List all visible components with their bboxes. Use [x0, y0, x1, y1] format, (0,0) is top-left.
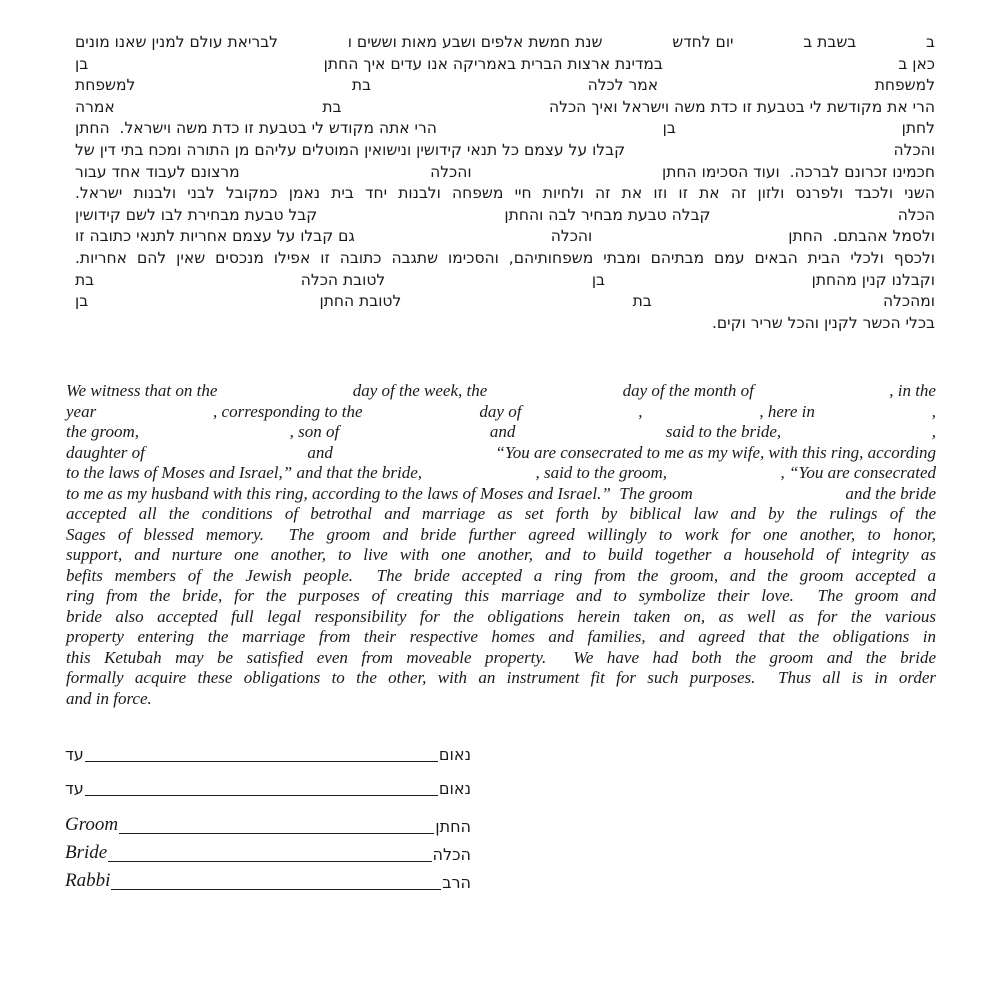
english-line [66, 607, 936, 628]
english-text-segment: year [66, 401, 97, 421]
english-line [66, 402, 936, 423]
english-text-segment: , in the [889, 381, 936, 400]
hebrew-line [75, 97, 935, 119]
english-line [66, 689, 936, 710]
hebrew-text-segment: בת [75, 270, 95, 289]
hebrew-text-segment: והכלה [550, 227, 593, 246]
witness-1-signature-row-blank-line [85, 760, 438, 762]
hebrew-line [75, 226, 935, 248]
english-text-segment: day of the week, the [352, 381, 488, 400]
english-text-segment: support, and nurture one another, to live with one another, and to build together a household of integrity as [66, 545, 936, 564]
english-text-segment: to the laws of Moses and Israel,” and that the bride, [66, 463, 423, 482]
rabbi-signature-row [65, 868, 471, 894]
hebrew-line [75, 162, 935, 184]
hebrew-text-segment: ולסמל אהבתם. החתן [788, 227, 935, 246]
bride-signature-row [65, 840, 471, 866]
english-text-segment: said to the bride, [665, 422, 782, 441]
english-text-segment: befits members of the Jewish people. The bride accepted a ring from the groom, and the groom accepted a [66, 565, 936, 585]
english-text-segment: , [638, 401, 643, 421]
english-line [66, 422, 936, 443]
signature-block [65, 744, 471, 896]
hebrew-text-segment: לטובת הכלה [300, 270, 386, 289]
english-text-segment: and in force. [66, 688, 152, 708]
bride-signature-row-blank-line [108, 860, 431, 862]
english-text-segment: , said to the groom, [535, 463, 668, 482]
hebrew-text-segment: בן [75, 292, 89, 311]
hebrew-line [75, 183, 935, 205]
english-text-segment: the groom, [66, 422, 140, 441]
hebrew-text-segment: במדינת ארצות הברית באמריקה אנו עדים איך החתן [323, 54, 663, 73]
english-text-segment: , [931, 422, 936, 441]
english-text-segment: , son of [289, 422, 340, 441]
hebrew-text-segment: בת [351, 76, 372, 95]
hebrew-text-segment: וקבלנו קנין מהחתן [811, 270, 935, 289]
english-line [66, 627, 936, 648]
hebrew-text-segment: ב [926, 33, 935, 51]
rabbi-signature-row-left-label: Rabbi [65, 870, 111, 891]
hebrew-text-segment: בת [322, 97, 342, 116]
groom-signature-row-left-label: Groom [65, 814, 119, 835]
hebrew-text-segment: קבל טבעת מבחירת לבו לשם קידושין [75, 205, 318, 224]
hebrew-text-block [75, 32, 935, 334]
english-text-segment: day of [479, 401, 522, 421]
hebrew-text-segment: קבלו על עצמם כל תנאי קידושין ונישואין המוטלים עליהם מן התורה ומכח בתי דין של [75, 140, 626, 159]
hebrew-text-segment: שנת חמשת אלפים ושבע מאות וששים ו [347, 33, 603, 51]
hebrew-text-segment: הרי את מקודשת לי בטבעת זו כדת משה וישראל ואיך הכלה [549, 97, 935, 116]
hebrew-text-segment: בשבת ב [803, 33, 857, 51]
hebrew-text-segment: לטובת החתן [319, 292, 402, 311]
english-line [66, 566, 936, 587]
hebrew-line [75, 313, 935, 335]
hebrew-text-segment: לבריאת עולם למנין שאנו מונים [75, 33, 278, 51]
groom-signature-row-right-label: החתן [435, 817, 471, 836]
english-line [66, 463, 936, 484]
hebrew-text-segment: הרי אתה מקודש לי בטבעת זו כדת משה וישראל. החתן [75, 119, 437, 138]
english-text-segment: “You are consecrated to me as my wife, with this ring, according [495, 442, 936, 462]
english-line [66, 545, 936, 566]
english-text-segment: and [489, 422, 516, 441]
hebrew-text-segment: הכלה [897, 205, 935, 224]
english-text-segment: and [307, 442, 333, 462]
hebrew-text-segment: יום לחדש [672, 33, 734, 51]
hebrew-text-segment: בן [75, 54, 89, 73]
rabbi-signature-row-blank-line [111, 888, 441, 890]
hebrew-text-segment: קבלה טבעת מבחיר לבה והחתן [504, 205, 711, 224]
english-text-segment: property entering the marriage from their respective homes and families, and agreed that the obligations in [66, 627, 936, 646]
hebrew-text-segment: בת [632, 292, 652, 311]
hebrew-line [75, 205, 935, 227]
hebrew-text-segment: בן [591, 270, 606, 289]
witness-1-signature-row-right-label: נאום [438, 745, 471, 764]
hebrew-text-segment: אמרה [75, 97, 115, 116]
bride-signature-row-left-label: Bride [65, 842, 108, 863]
hebrew-text-segment: חכמינו זכרונם לברכה. ועוד הסכימו החתן [662, 162, 935, 181]
english-line [66, 484, 936, 505]
witness-1-signature-row-left-label: עד [65, 745, 84, 764]
english-text-segment: , here in [759, 401, 815, 421]
english-text-segment: , “You are consecrated [780, 463, 936, 482]
english-line [66, 504, 936, 525]
witness-1-signature-row [65, 744, 471, 766]
english-text-segment: , [931, 401, 936, 421]
hebrew-text-segment: והכלה [893, 140, 935, 159]
hebrew-text-segment: למשפחת [874, 76, 935, 95]
witness-2-signature-row-left-label: עד [65, 779, 84, 798]
hebrew-text-segment: כאן ב [898, 54, 935, 73]
hebrew-text-segment: בן [662, 119, 676, 138]
english-line [66, 668, 936, 689]
english-text-segment: formally acquire these obligations to the other, with an instrument fit for such purposes. Thus all is in order [66, 668, 936, 687]
hebrew-line [75, 291, 935, 313]
hebrew-text-segment: השני ולכבד ולפרנס ולזון זה את זו וזו את זה ולחיות חיי משפחה ולבנות יחד בית נאמן כמקובל לבני ולבנות ישראל. [75, 184, 935, 203]
english-text-segment: this Ketubah may be satisfied even from moveable property. We have had both the groom and the bride [66, 647, 936, 667]
english-line [66, 525, 936, 546]
hebrew-text-segment: והכלה [430, 162, 472, 181]
hebrew-text-segment: בכלי הכשר לקנין והכל שריר וקים. [711, 313, 935, 332]
english-line [66, 381, 936, 402]
groom-signature-row-blank-line [119, 832, 434, 834]
english-line [66, 586, 936, 607]
english-text-segment: , corresponding to the [213, 401, 363, 421]
english-text-segment: We witness that on the [66, 381, 218, 400]
bride-signature-row-right-label: הכלה [432, 845, 471, 864]
hebrew-text-segment: ומהכלה [882, 292, 935, 311]
witness-2-signature-row-blank-line [85, 794, 438, 796]
hebrew-line [75, 248, 935, 270]
witness-2-signature-row-right-label: נאום [438, 779, 471, 798]
hebrew-line [75, 54, 935, 76]
hebrew-text-segment: לחתן [901, 119, 935, 138]
hebrew-line [75, 75, 935, 97]
hebrew-text-segment: מרצונם לעבוד אחד עבור [75, 162, 240, 181]
english-text-segment: and the bride [845, 483, 936, 503]
rabbi-signature-row-right-label: הרב [442, 873, 471, 892]
english-text-segment: Sages of blessed memory. The groom and bride further agreed willingly to work for one another, to honor, [66, 524, 936, 544]
english-line [66, 648, 936, 669]
english-text-segment: daughter of [66, 442, 145, 462]
hebrew-line [75, 140, 935, 162]
english-text-segment: to me as my husband with this ring, according to the laws of Moses and Israel.” The groom [66, 483, 693, 503]
english-text-block [66, 381, 936, 709]
hebrew-text-segment: אמר לכלה [587, 76, 659, 95]
english-text-segment: ring from the bride, for the purposes of creating this marriage and to symbolize their love. The groom and [66, 586, 936, 605]
english-text-segment: day of the month of [622, 381, 754, 400]
hebrew-line [75, 270, 935, 292]
groom-signature-row [65, 812, 471, 838]
hebrew-text-segment: למשפחת [75, 76, 136, 95]
hebrew-line [75, 118, 935, 140]
english-line [66, 443, 936, 464]
hebrew-text-segment: ולכסף ולכלי הבית הבאים עמם מבתיהם ומבתי משפחותיהם, והסכימו שתגבה כתובה זו אפילו מנכסים שאין להם אחריות. [75, 248, 935, 267]
witness-2-signature-row [65, 778, 471, 800]
hebrew-line [75, 32, 935, 54]
english-text-segment: accepted all the conditions of betrothal and marriage as set forth by biblical law and by the rulings of the [66, 504, 936, 523]
english-text-segment: bride also accepted full legal responsibility for the obligations herein taken on, as well as for the various [66, 606, 936, 626]
hebrew-text-segment: גם קבלו על עצמם אחריות לתנאי כתובה זו [75, 227, 355, 246]
